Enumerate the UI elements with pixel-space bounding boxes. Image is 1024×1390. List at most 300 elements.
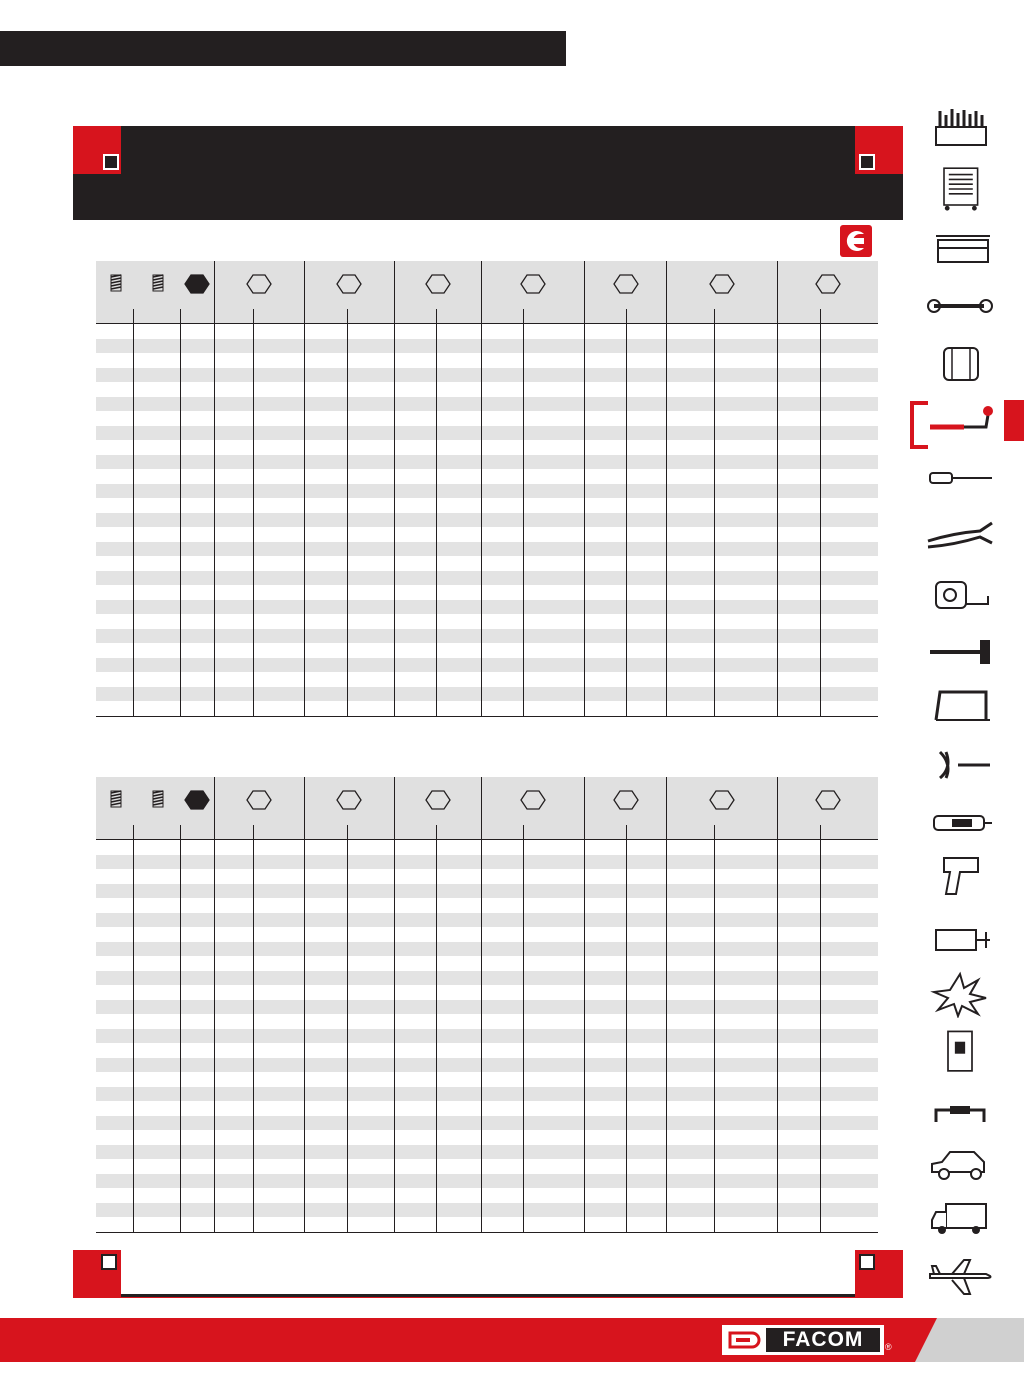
- table-cell: [214, 368, 253, 383]
- table-cell: [436, 927, 481, 942]
- table-cell: [253, 1159, 304, 1174]
- table-cell: [133, 397, 180, 412]
- table-cell: [481, 556, 523, 571]
- table-cell: [96, 368, 133, 383]
- table-cell: [214, 600, 253, 615]
- table-cell: [715, 1014, 778, 1029]
- table-cell: [436, 658, 481, 673]
- table-cell: [180, 884, 214, 899]
- table-cell: [253, 455, 304, 470]
- screwdriver-icon[interactable]: [924, 455, 996, 503]
- table-cell: [436, 643, 481, 658]
- table-cell: [133, 884, 180, 899]
- table-cell: [214, 672, 253, 687]
- lifting-handle-icon[interactable]: [924, 1088, 996, 1136]
- table-cell: [585, 701, 627, 716]
- table-cell: [436, 913, 481, 928]
- tester-icon[interactable]: [924, 800, 996, 848]
- table-cell: [180, 527, 214, 542]
- table-cell: [304, 1130, 347, 1145]
- table-cell: [180, 353, 214, 368]
- table-cell: [133, 1159, 180, 1174]
- table-cell: [96, 498, 133, 513]
- table-cell: [667, 484, 715, 499]
- table-cell: [180, 382, 214, 397]
- table-cell: [667, 840, 715, 855]
- table-cell: [347, 542, 394, 557]
- table-cell: [214, 1029, 253, 1044]
- table-cell: [436, 440, 481, 455]
- table-cell: [481, 527, 523, 542]
- table-cell: [523, 898, 584, 913]
- table-cell: [133, 614, 180, 629]
- table-cell: [778, 687, 821, 702]
- table-cell: [96, 913, 133, 928]
- roller-cabinet-icon[interactable]: [924, 165, 996, 213]
- table-cell: [667, 600, 715, 615]
- table-cell: [214, 1145, 253, 1160]
- table-cell: [253, 898, 304, 913]
- table-cell: [133, 498, 180, 513]
- table-cell: [715, 440, 778, 455]
- table-cell: [481, 324, 523, 339]
- table-cell: [523, 1174, 584, 1189]
- table-cell: [821, 985, 878, 1000]
- table-cell: [436, 1174, 481, 1189]
- table-cell: [523, 942, 584, 957]
- table-cell: [347, 658, 394, 673]
- table-cell: [180, 498, 214, 513]
- table-cell: [585, 672, 627, 687]
- table-cell: [715, 498, 778, 513]
- table-cell: [394, 1000, 436, 1015]
- table-cell: [347, 855, 394, 870]
- table-cell: [778, 440, 821, 455]
- table-cell: [715, 382, 778, 397]
- table-cell: [627, 1203, 667, 1218]
- table-cell: [627, 513, 667, 528]
- registered-mark: ®: [885, 1342, 892, 1352]
- subheader-cell: [214, 309, 253, 324]
- table-row: [96, 614, 878, 629]
- table-cell: [481, 542, 523, 557]
- table-cell: [585, 455, 627, 470]
- subheader-cell: [667, 825, 715, 840]
- table-cell: [180, 855, 214, 870]
- table-cell: [253, 513, 304, 528]
- tool-trolley-icon[interactable]: [924, 105, 996, 153]
- table-row: [96, 1029, 878, 1044]
- table-cell: [347, 426, 394, 441]
- table-cell: [436, 1043, 481, 1058]
- table-cell: [627, 1159, 667, 1174]
- table-cell: [133, 985, 180, 1000]
- table-cell: [214, 455, 253, 470]
- table-cell: [523, 672, 584, 687]
- table-cell: [133, 411, 180, 426]
- table-cell: [627, 1101, 667, 1116]
- table-cell: [821, 942, 878, 957]
- table-cell: [214, 884, 253, 899]
- table-cell: [481, 1203, 523, 1218]
- table-cell: [96, 1130, 133, 1145]
- table-cell: [778, 527, 821, 542]
- table-cell: [304, 527, 347, 542]
- table-cell: [253, 1101, 304, 1116]
- table-cell: [481, 1217, 523, 1232]
- table-cell: [96, 585, 133, 600]
- table-cell: [253, 1203, 304, 1218]
- table-cell: [133, 956, 180, 971]
- table-cell: [667, 571, 715, 586]
- table-cell: [585, 942, 627, 957]
- table-cell: [96, 1072, 133, 1087]
- subheader-cell: [304, 825, 347, 840]
- table-cell: [436, 397, 481, 412]
- table-cell: [778, 1000, 821, 1015]
- table-cell: [133, 571, 180, 586]
- table-cell: [778, 985, 821, 1000]
- table-cell: [253, 1072, 304, 1087]
- table-cell: [778, 701, 821, 716]
- table-row: [96, 1159, 878, 1174]
- truck-icon[interactable]: [924, 1196, 996, 1244]
- table-cell: [133, 1203, 180, 1218]
- table-cell: [778, 556, 821, 571]
- hex-size-icon: [214, 777, 304, 825]
- table-cell: [253, 426, 304, 441]
- table-cell: [133, 1217, 180, 1232]
- table-cell: [347, 971, 394, 986]
- table-cell: [715, 1043, 778, 1058]
- table-cell: [133, 629, 180, 644]
- table-cell: [667, 658, 715, 673]
- table-cell: [627, 840, 667, 855]
- table-cell: [253, 643, 304, 658]
- table-row: [96, 942, 878, 957]
- table-cell: [715, 1217, 778, 1232]
- table-cell: [821, 869, 878, 884]
- table-cell: [214, 1072, 253, 1087]
- table-cell: [821, 1014, 878, 1029]
- table-cell: [347, 1087, 394, 1102]
- table-cell: [667, 1203, 715, 1218]
- subheader-cell: [481, 309, 523, 324]
- table-cell: [436, 971, 481, 986]
- table-cell: [821, 426, 878, 441]
- table-cell: [481, 1014, 523, 1029]
- table-cell: [394, 455, 436, 470]
- table-cell: [627, 600, 667, 615]
- table-cell: [585, 855, 627, 870]
- table-row: [96, 440, 878, 455]
- hex-size-icon: [667, 261, 778, 309]
- table-row: [96, 353, 878, 368]
- table-cell: [436, 672, 481, 687]
- table-cell: [585, 600, 627, 615]
- table-cell: [133, 1014, 180, 1029]
- table-cell: [347, 985, 394, 1000]
- table-cell: [481, 855, 523, 870]
- table-cell: [585, 411, 627, 426]
- table-cell: [436, 585, 481, 600]
- table-cell: [133, 324, 180, 339]
- table-cell: [821, 855, 878, 870]
- table-row: [96, 629, 878, 644]
- table-cell: [585, 1145, 627, 1160]
- table-cell: [214, 426, 253, 441]
- table-cell: [96, 614, 133, 629]
- table-cell: [627, 368, 667, 383]
- subheader-cell: [523, 825, 584, 840]
- aircraft-icon[interactable]: [924, 1254, 996, 1302]
- hex-size-icon: [585, 777, 667, 825]
- table-row: [96, 913, 878, 928]
- table-cell: [347, 898, 394, 913]
- table-cell: [821, 1188, 878, 1203]
- subheader-cell: [436, 825, 481, 840]
- table-cell: [214, 397, 253, 412]
- table-cell: [667, 1101, 715, 1116]
- subheader-cell: [96, 309, 133, 324]
- table-cell: [821, 614, 878, 629]
- table-cell: [821, 455, 878, 470]
- subheader-cell: [180, 309, 214, 324]
- table-cell: [627, 1087, 667, 1102]
- table-cell: [394, 585, 436, 600]
- table-cell: [180, 1174, 214, 1189]
- thread-pitch-icon: [133, 261, 180, 309]
- table-cell: [778, 898, 821, 913]
- table-cell: [133, 840, 180, 855]
- table-cell: [133, 1101, 180, 1116]
- table-row: [96, 1217, 878, 1232]
- table-cell: [96, 1058, 133, 1073]
- table-cell: [96, 1087, 133, 1102]
- table-cell: [523, 469, 584, 484]
- table-cell: [347, 513, 394, 528]
- table-row: [96, 556, 878, 571]
- table-cell: [481, 440, 523, 455]
- table-cell: [214, 869, 253, 884]
- table-cell: [481, 869, 523, 884]
- table-cell: [436, 840, 481, 855]
- table-cell: [667, 1217, 715, 1232]
- table-cell: [96, 484, 133, 499]
- table-cell: [304, 1145, 347, 1160]
- table-cell: [347, 1000, 394, 1015]
- tape-measure-icon[interactable]: [924, 572, 996, 620]
- table-cell: [214, 1058, 253, 1073]
- table-cell: [347, 942, 394, 957]
- table-cell: [667, 942, 715, 957]
- table-cell: [133, 1116, 180, 1131]
- table-cell: [778, 397, 821, 412]
- table-cell: [133, 913, 180, 928]
- table-cell: [667, 382, 715, 397]
- subheader-cell: [253, 309, 304, 324]
- table-cell: [778, 1058, 821, 1073]
- table-cell: [394, 614, 436, 629]
- table-cell: [394, 542, 436, 557]
- table-cell: [821, 324, 878, 339]
- subheader-cell: [133, 309, 180, 324]
- table-cell: [821, 1203, 878, 1218]
- table-cell: [481, 956, 523, 971]
- table-cell: [133, 1000, 180, 1015]
- table-cell: [523, 1130, 584, 1145]
- table-cell: [96, 1203, 133, 1218]
- vice-icon[interactable]: [924, 912, 996, 960]
- table-cell: [133, 643, 180, 658]
- spec-table-1: [96, 261, 878, 717]
- table-cell: [778, 855, 821, 870]
- tool-box-icon[interactable]: [924, 226, 996, 274]
- table-row: [96, 1043, 878, 1058]
- table-cell: [96, 339, 133, 354]
- table-cell: [778, 585, 821, 600]
- subheader-cell: [778, 309, 821, 324]
- table-cell: [436, 701, 481, 716]
- table-cell: [821, 600, 878, 615]
- table-cell: [481, 1087, 523, 1102]
- table-cell: [133, 440, 180, 455]
- table-cell: [133, 484, 180, 499]
- subheader-cell: [347, 309, 394, 324]
- table-cell: [436, 985, 481, 1000]
- table-cell: [394, 426, 436, 441]
- table-cell: [585, 498, 627, 513]
- table-cell: [180, 956, 214, 971]
- table-cell: [778, 643, 821, 658]
- table-cell: [347, 1014, 394, 1029]
- table-cell: [253, 368, 304, 383]
- car-icon[interactable]: [924, 1140, 996, 1188]
- table-cell: [821, 927, 878, 942]
- table-cell: [347, 840, 394, 855]
- table-cell: [667, 1058, 715, 1073]
- thread-pitch-icon: [133, 777, 180, 825]
- combination-wrench-icon[interactable]: [924, 280, 996, 328]
- table-cell: [523, 913, 584, 928]
- table-cell: [304, 855, 347, 870]
- table-cell: [394, 397, 436, 412]
- table-cell: [394, 956, 436, 971]
- table-cell: [667, 324, 715, 339]
- table-cell: [667, 629, 715, 644]
- table-cell: [96, 658, 133, 673]
- table-cell: [715, 1029, 778, 1044]
- table-cell: [778, 1203, 821, 1218]
- table-cell: [436, 614, 481, 629]
- table-cell: [436, 339, 481, 354]
- table-cell: [627, 484, 667, 499]
- puller-icon[interactable]: [924, 742, 996, 790]
- table-cell: [96, 629, 133, 644]
- table-cell: [481, 1000, 523, 1015]
- table-cell: [436, 884, 481, 899]
- table-cell: [585, 1087, 627, 1102]
- table-cell: [436, 855, 481, 870]
- table-cell: [214, 1101, 253, 1116]
- table-row: [96, 600, 878, 615]
- table-cell: [667, 1029, 715, 1044]
- table-cell: [304, 600, 347, 615]
- table-cell: [667, 687, 715, 702]
- table-cell: [253, 1217, 304, 1232]
- table-cell: [627, 985, 667, 1000]
- table-cell: [523, 1014, 584, 1029]
- table-cell: [627, 397, 667, 412]
- table-cell: [627, 1029, 667, 1044]
- impact-wrench-icon[interactable]: [924, 850, 996, 898]
- table-cell: [133, 687, 180, 702]
- table-cell: [667, 884, 715, 899]
- table-cell: [96, 324, 133, 339]
- table-cell: [133, 513, 180, 528]
- table-cell: [394, 1014, 436, 1029]
- table-cell: [394, 484, 436, 499]
- hacksaw-icon[interactable]: [924, 684, 996, 732]
- table-cell: [523, 971, 584, 986]
- table-cell: [778, 927, 821, 942]
- table-cell: [304, 884, 347, 899]
- table-cell: [821, 513, 878, 528]
- hammer-icon[interactable]: [924, 626, 996, 674]
- table-cell: [627, 585, 667, 600]
- table-cell: [347, 382, 394, 397]
- pliers-icon[interactable]: [924, 513, 996, 561]
- table-cell: [523, 455, 584, 470]
- socket-icon[interactable]: [924, 340, 996, 388]
- table-row: [96, 1072, 878, 1087]
- table-cell: [821, 1217, 878, 1232]
- table-cell: [481, 426, 523, 441]
- safety-explosion-icon[interactable]: [924, 970, 996, 1018]
- table-cell: [523, 869, 584, 884]
- table-cell: [436, 1087, 481, 1102]
- table-cell: [481, 658, 523, 673]
- table-cell: [523, 687, 584, 702]
- table-cell: [627, 1072, 667, 1087]
- table-cell: [585, 956, 627, 971]
- electrical-breaker-icon[interactable]: [924, 1028, 996, 1076]
- table-cell: [627, 956, 667, 971]
- table-cell: [253, 672, 304, 687]
- table-cell: [585, 513, 627, 528]
- table-cell: [436, 527, 481, 542]
- table-cell: [585, 1043, 627, 1058]
- table-cell: [253, 927, 304, 942]
- table-cell: [96, 411, 133, 426]
- table-cell: [715, 1159, 778, 1174]
- table-cell: [585, 913, 627, 928]
- table-cell: [304, 701, 347, 716]
- header-corner-left: [73, 126, 121, 174]
- table-cell: [436, 1159, 481, 1174]
- table-cell: [481, 1159, 523, 1174]
- table-cell: [523, 1043, 584, 1058]
- table-cell: [347, 1043, 394, 1058]
- table-cell: [585, 571, 627, 586]
- screwdriver-socket-icon[interactable]: [924, 397, 996, 445]
- table-cell: [214, 1130, 253, 1145]
- table-cell: [715, 971, 778, 986]
- table-cell: [96, 426, 133, 441]
- table-cell: [667, 353, 715, 368]
- table-cell: [778, 1145, 821, 1160]
- table-cell: [304, 942, 347, 957]
